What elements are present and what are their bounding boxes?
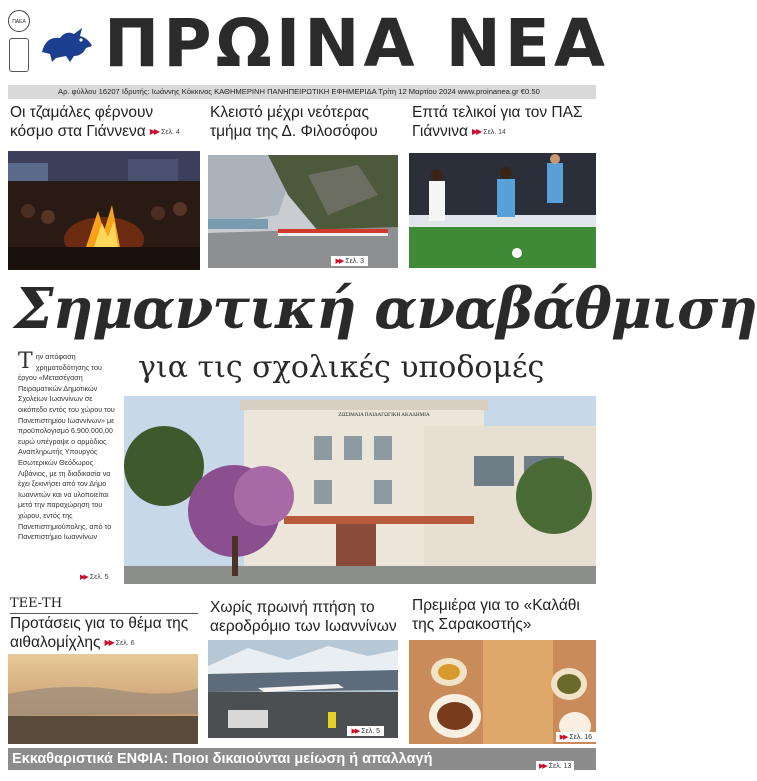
double-arrow-icon: ▶▶ <box>335 258 343 265</box>
goat-mascot-icon <box>36 22 100 64</box>
bottom-banner-headline[interactable]: Εκκαθαριστικά ΕΝΦΙΑ: Ποιοι δικαιούνται μείωση ή απαλλαγή <box>8 748 596 770</box>
section-kicker: ΤΕΕ-ΤΗ <box>10 596 198 614</box>
publisher-logos <box>8 10 30 76</box>
closed-road-photo <box>208 155 398 268</box>
school-building-photo <box>124 396 596 584</box>
story-pas-giannina[interactable] <box>412 103 600 142</box>
lenten-food-photo <box>409 640 596 744</box>
story-headline: Προτάσεις για το θέμα της αιθαλομίχλης ▶▶ Σελ. 6 <box>10 615 189 652</box>
double-arrow-icon: ▶▶ <box>80 574 87 581</box>
badge-logo <box>9 38 29 72</box>
football-match-photo <box>409 153 596 268</box>
page-reference: ▶▶ Σελ. 5 <box>80 574 109 581</box>
double-arrow-icon: ▶▶ <box>559 734 567 741</box>
page-reference: ▶▶ Σελ. 13 <box>536 761 574 771</box>
page-reference: ▶▶ Σελ. 4 <box>149 127 180 136</box>
story-headline: Χωρίς πρωινή πτήση το αεροδρόμιο των Ιωαννίνων <box>210 599 397 635</box>
double-arrow-icon: ▶▶ <box>104 638 113 647</box>
story-headline: Οι τζαμάλες φέρνουν κόσμο στα Γιάννενα ▶▶ Σελ. 4 <box>10 104 180 141</box>
page-reference: ▶▶ Σελ. 16 <box>556 732 596 742</box>
building-sign: ΖΩΣΙΜΑΙΑ ΠΑΙΔΑΓΩΓΙΚΗ ΑΚΑΔΗΜΙΑ <box>338 412 430 418</box>
story-headline: Επτά τελικοί για τον ΠΑΣ Γιάννινα ▶▶ Σελ. 14 <box>412 104 583 141</box>
smog-sunset-photo <box>8 654 198 744</box>
issue-info-bar: Αρ. φύλλου 16207 Ιδρυτής: Ιωάννης Κόκκινος ΚΑΘΗΜΕΡΙΝΗ ΠΑΝΗΠΕΙΡΩΤΙΚΗ ΕΦΗΜΕΡΙΔΑ Τρίτη 12 Μαρτίου 2024 www.proinanea.gr €0.50 <box>8 85 596 99</box>
lead-subheadline: για τις σχολικές υποδομές <box>138 350 545 385</box>
double-arrow-icon: ▶▶ <box>471 127 481 136</box>
double-arrow-icon: ▶▶ <box>149 127 159 136</box>
page-reference: ▶▶ Σελ. 3 <box>331 256 368 266</box>
story-bonfires[interactable] <box>10 103 200 142</box>
story-road-closure[interactable] <box>210 103 402 141</box>
story-lenten-basket[interactable] <box>412 596 600 634</box>
page-reference: ▶▶ Σελ. 5 <box>347 726 384 736</box>
lead-headline[interactable]: Σημαντική αναβάθμιση <box>14 276 757 342</box>
newspaper-title: ΠΡΩΙΝΑ ΝΕΑ <box>104 5 609 82</box>
airport-photo <box>208 640 398 738</box>
bonfire-crowd-photo <box>8 151 200 270</box>
story-smog[interactable] <box>10 614 200 653</box>
page-reference: ▶▶ Σελ. 14 <box>471 127 506 136</box>
story-headline: Πρεμιέρα για το «Καλάθι της Σαρακοστής» <box>412 597 580 633</box>
drop-cap: Τ <box>18 349 33 374</box>
story-airport[interactable] <box>210 598 402 636</box>
double-arrow-icon: ▶▶ <box>539 763 546 770</box>
page-reference: ▶▶ Σελ. 6 <box>104 638 135 647</box>
member-seal-logo: ΠΑΕΑ <box>8 10 30 32</box>
story-headline: Κλειστό μέχρι νεότερας τμήμα της Δ. Φιλοσόφου <box>210 104 378 140</box>
double-arrow-icon: ▶▶ <box>351 728 359 735</box>
lead-article-text: Την απόφαση χρηματοδότησης του έργου «Μετασέγαση Πειραματικών Δημοτικών Σχολείων Ιωαννίνων σε οικόπεδο εντός του χώρου του Πανεπιστημίου Ιωαννίνων» με προϋπολογισμό 6.900.000,00 ευρώ υπέγραψε ο αρμόδιος Αναπληρωτής Υπουργός Εσωτερικών Θεόδωρος Λιβάνιος, με τη διαδικασία να έχει ξεκινήσει από τον Δήμο Ιωαννιτών και να υλοποιείται μετά την παραχώρηση του χώρου, εντός της Πανεπιστημιούπολης, από το Πανεπιστήμιο Ιωαννίνων <box>18 349 115 542</box>
masthead <box>0 0 609 82</box>
